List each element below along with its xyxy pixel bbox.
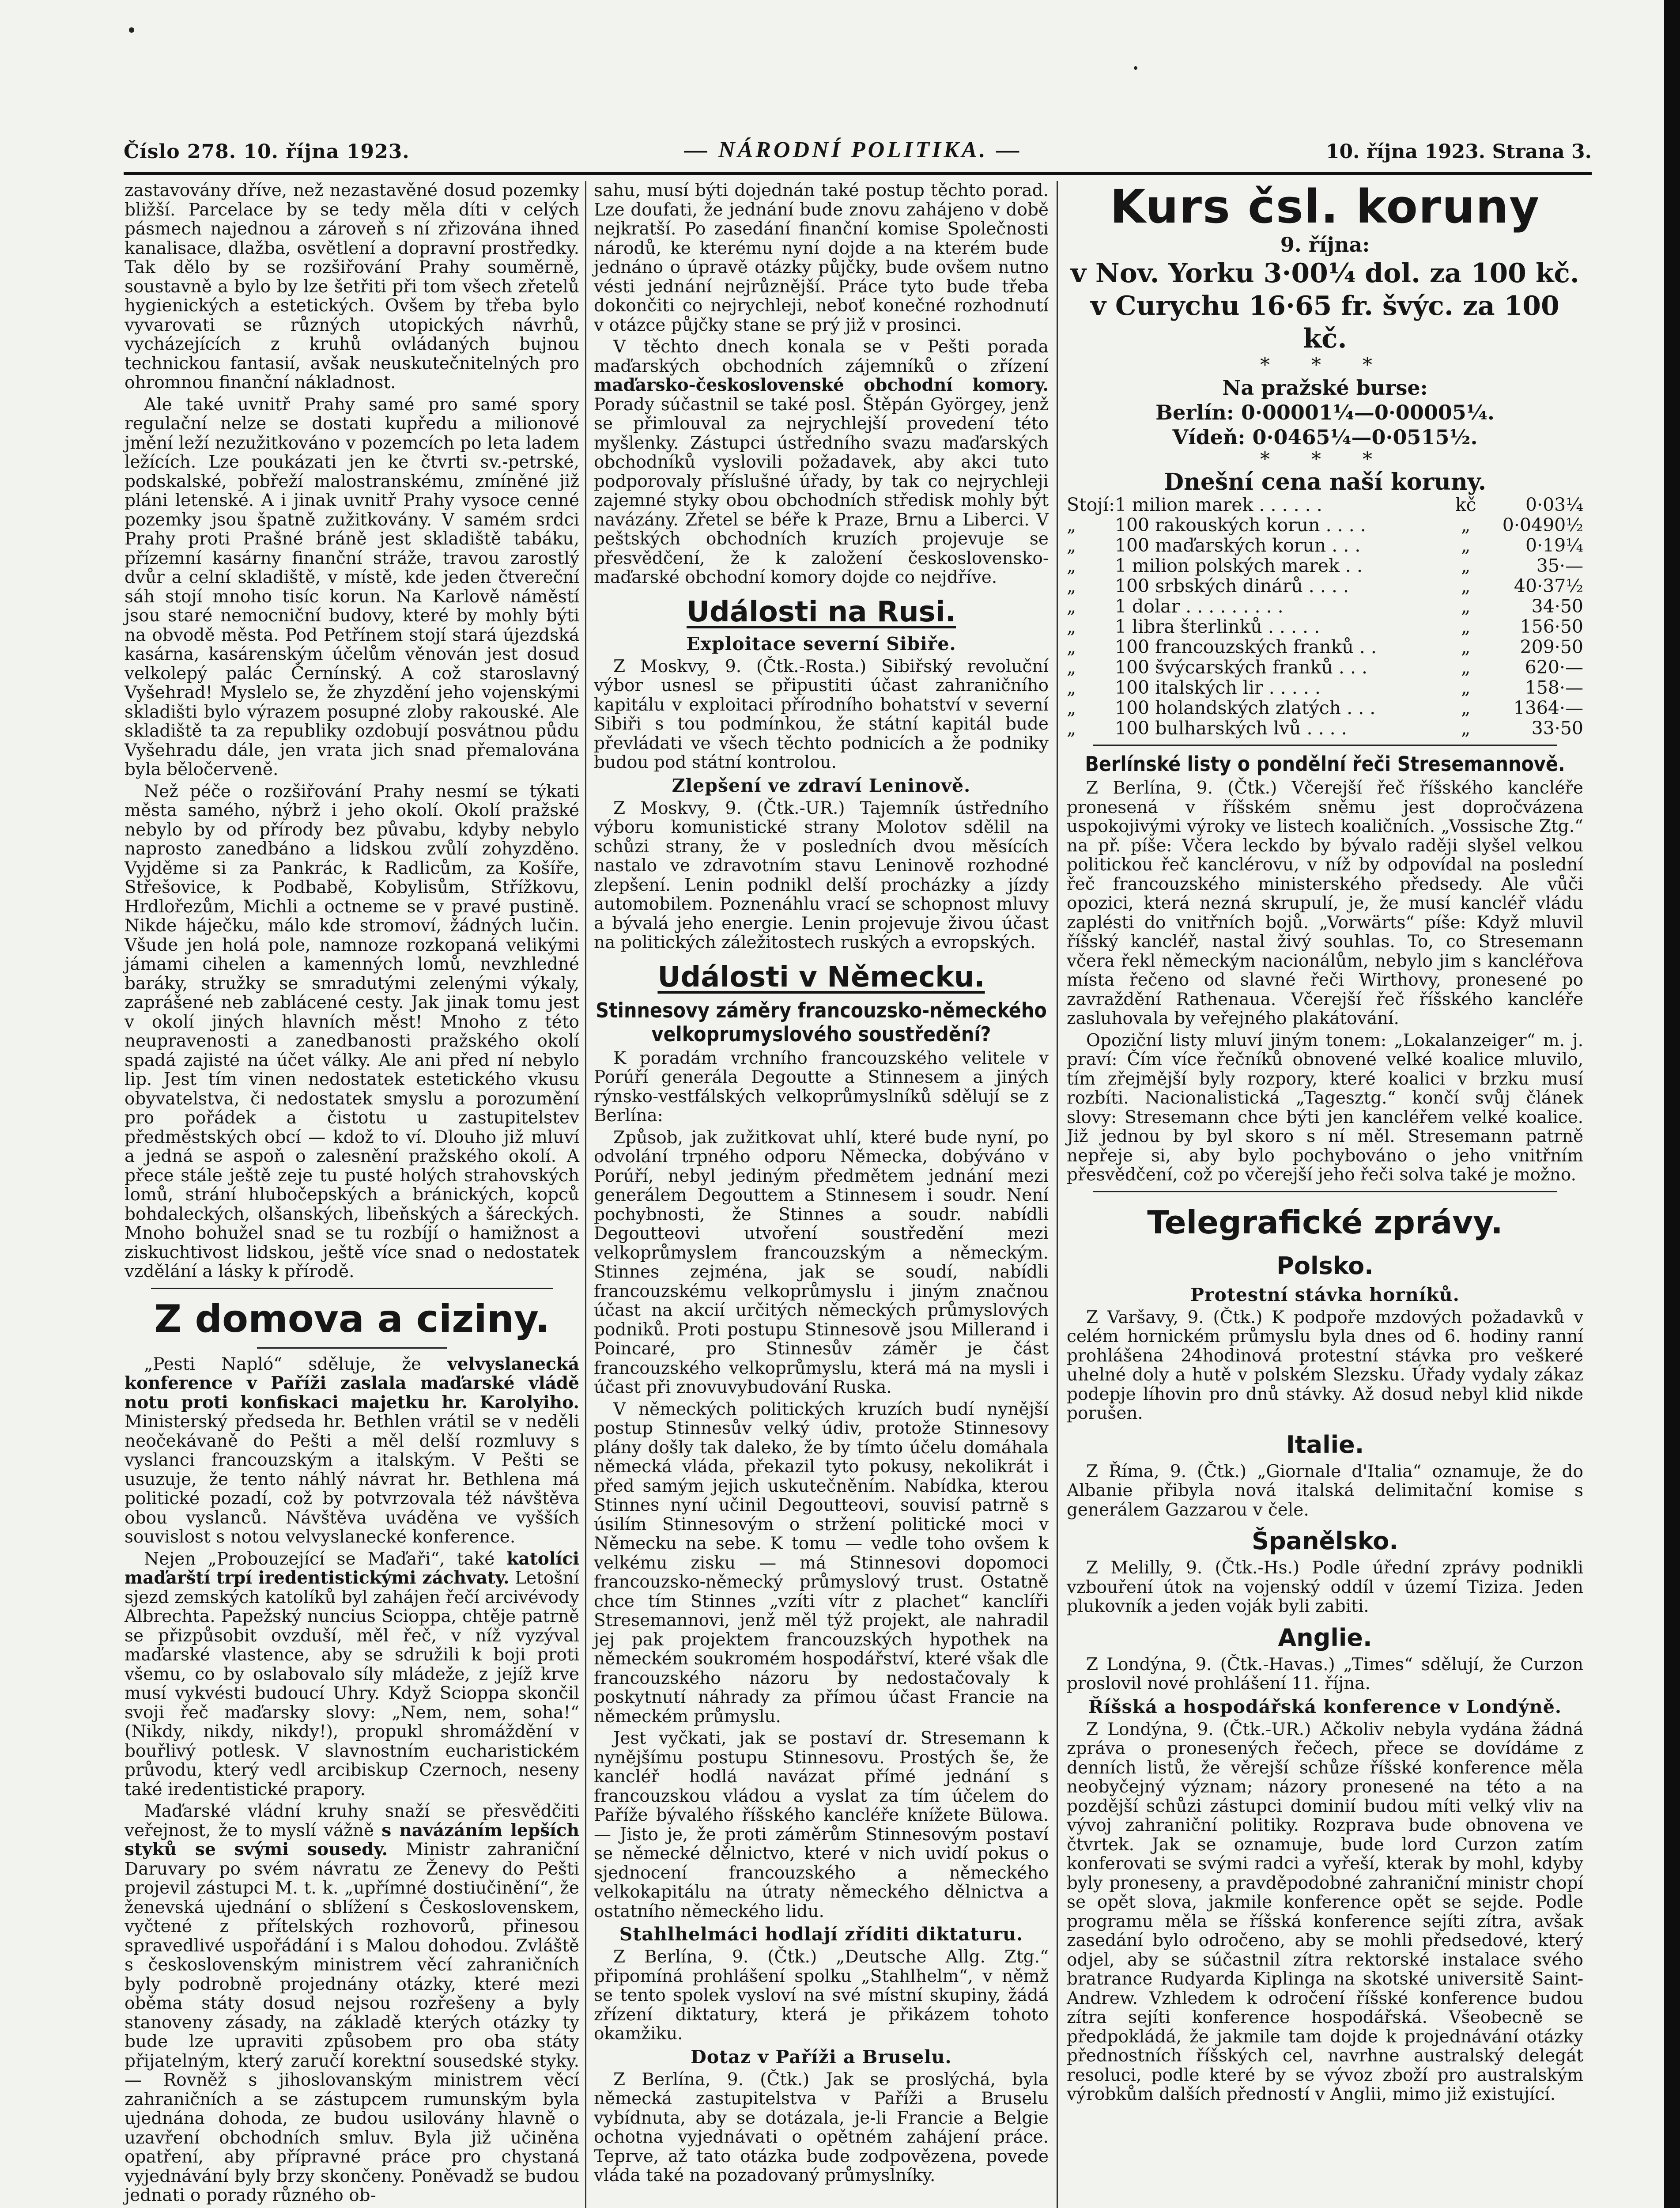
rate-quote-mark: „ (1067, 636, 1076, 658)
news-item: Z Londýna, 9. (Čtk.-Havas.) „Times“ sdělují, že Curzon proslovil nové prohlášení 11. října. (1067, 1654, 1583, 1694)
rate-value: 0·03¼ (1525, 494, 1583, 515)
rate-quote-mark: Stojí: (1067, 494, 1115, 515)
rate-row (1067, 495, 1583, 515)
rate-unit: „ (1461, 596, 1471, 617)
rate-unit: „ (1461, 575, 1471, 597)
rate-zurich: v Curychu 16·65 fr. švýc. za 100 kč. (1091, 291, 1559, 354)
divider (1093, 1191, 1557, 1192)
rate-unit: „ (1461, 514, 1471, 536)
subheading: Říšská a hospodářská konference v Londýně. (1088, 1696, 1562, 1717)
rate-item: 100 srbských dinárů . . . . (1114, 575, 1349, 597)
bold-headline: velvyslanecká konference v Paříži zaslala maďarské vládě notu proti konfiskaci majetku hr. Karolyiho. (125, 1354, 579, 1413)
rate-unit: kč (1455, 494, 1476, 515)
rate-quote-mark: „ (1067, 596, 1076, 617)
rate-unit: „ (1461, 535, 1471, 556)
page-number-date: 10. října 1923. Strana 3. (1325, 140, 1592, 163)
page-header (124, 132, 1592, 168)
exchange-date: 9. října: (1280, 233, 1370, 257)
news-item (125, 1550, 579, 1800)
exchange-rate-table (1067, 495, 1583, 738)
rate-quote-mark: „ (1067, 535, 1076, 556)
divider (151, 1288, 553, 1289)
body-text: Ministr zahraniční Daruvary po svém návratu ze Ženevy do Pešti projevil zástupci M. t. k. „upřímné dostiučinění“, že ženevská ujednání o sblížení s Československem, vyčtené z přítelských rozhovorů, přinesou spravedlivé uspořádání i s Malou dohodou. Zvláště s československým ministrem věcí zahraničních byly podrobně projednány otázky, které mezi oběma státy dosud nejsou rozřešeny a byly stanoveny zásady, na základě kterých otázky ty bude lze upraviti způsobem pro oba státy přijatelným, který zaručí korektní sousedské styky. — Rovněž s jihoslovanským ministrem věcí zahraničních a se zástupcem rumunským byla ujednána dohoda, ze budou usilovány hlavně o uzavření obchodních smluv. Byla již učiněna opatření, aby přípravné práce pro chystaná vyjednávání byly brzy skončeny. Poněvadž se budou jednati o porady různého ob- (125, 1840, 579, 2205)
news-item: Z Říma, 9. (Čtk.) „Giornale d'Italia“ oznamuje, že do Albanie přibyla nová italská delimitační komise s generálem Gazzarou v čele. (1067, 1461, 1583, 1520)
rate-unit: „ (1461, 697, 1471, 718)
rate-value: 34·50 (1531, 596, 1583, 617)
news-item: K poradám vrchního francouzského velitele v Porúří generála Degoutte a Stinnesem a jiných rýnsko-vestfálských velkoprůmyslníků sdělují se z Berlína: (594, 1048, 1049, 1126)
rate-row (1067, 718, 1583, 738)
rate-item: 100 italských lir . . . . . (1114, 677, 1321, 698)
article-paragraph: Než péče o rozšiřování Prahy nesmí se týkati města samého, nýbrž i jeho okolí. Okolí pražské nebylo by od přírody bez půvabu, kdyby nebylo naprosto zanedbáno a lidskou zvůlí zohyzděno. Vyjděme si za Pankrác, k Radlicům, za Košíře, Střešovice, k Podbabě, Kobylisům, Střížkovu, Hrdlořezům, Michli a octneme se v pravé pustině. Nikde háječku, málo kde stromoví, žádných lučin. Všude jen holá pole, namnoze rozkopaná velikými jámami cihelen a kamenných lomů, nevzhledné baráky, stružky se smradutými zelenými výkaly, zaprášené neb zablácené cesty. Jak jinak tomu jest v okolí jiných hlavních měst! Mnoho z této neupravenosti a zanedbanosti pražského okolí spadá zajisté na účet války. Ale ani před ní nebylo lip. Jest tím vinen nedostatek estetického vkusu obyvatelstva, či nedostatek smyslu a porozumění pro pořádek a čistotu u zastupitelstev předměstských obcí — kdož to ví. Dlouho již mluví a jedná se aspoň o zalesnění pražského okolí. A přece stále ještě zeje tu pusté holých strahovských lomů, strání hlubočepských a bránických, kopců bohdaleckých, olšanských, libeňských a šáreckých. Mnoho bohužel snad se tu rozbíjí o hamižnost a ziskuchtivost lidskou, ještě více snad o nedostatek vzdělání a lásky k přírodě. (125, 781, 579, 1282)
column-divider (585, 181, 586, 2208)
rate-quote-mark: „ (1067, 514, 1076, 536)
bold-headline: s navázáním lepších styků se svými sousedy. (125, 1820, 579, 1860)
rate-item: 100 holandských zlatých . . . (1114, 697, 1376, 718)
article-paragraph: V německých politických kruzích budí nynější postup Stinnesův velký údiv, protože Stinnesovy plány došly tak daleko, že by tímto účelu domáhala německá vláda, překazil tyto pokusy, nekolikrát i před samým jejich uskutečněním. Nabídka, kterou Stinnes nyní učinil Degoutteovi, souvisí patrně s úsilím Stinnesovým o stržení politické moci v Německu na sebe. K tomu — vedle toho ovšem k velkému zisku — má Stinnesovi dopomoci francouzsko-německý průmyslový trust. Ostatně chce tím Stinnes „vzíti vítr z plachet“ kanclíři Stresemannovi, jenž měl týž projekt, ale nahradil jej pak projektem francouzských hypothek na německém soukromém hospodářství, které však dle francouzského názoru by nedostačovaly k poskytnutí náhrady za přímou účast Francie na německém průmyslu. (594, 1399, 1049, 1727)
speck (129, 27, 134, 33)
rate-vienna: Vídeň: 0·0465¼—0·0515½. (1172, 425, 1478, 449)
news-item (125, 1802, 579, 2205)
subheading: Zlepšení ve zdraví Leninově. (672, 775, 971, 796)
article-paragraph: zastavovány dříve, než nezastavěné dosud pozemky bližší. Parcelace by se tedy měla díti v celých pásmech najednou a zároveň s ní zřizována ihned kanalisace, dlažba, osvětlení a dopravní prostředky. Tak dělo by se rozšiřování Prahy souměrně, soustavně a bylo by lze šetřiti při tom všech zřetelů hygienických a estetických. Ovšem by třeba bylo vyvarovati se různých utopických návrhů, vycházejících z kruhů ovládaných bujnou technickou fantasií, avšak neuskutečnitelných pro ohromnou finanční nákladnost. (125, 181, 579, 393)
article-paragraph: Způsob, jak zužitkovat uhlí, které bude nyní, po odvolání trpného odporu Německa, dobýváno v Porúří, nebyl jediným předmětem jednání mezi generálem Degouttem a Stinnesem i soudr. Není pochybnosti, že Stinnes a soudr. nabídli Degoutteovi utvoření soustředění mezi velkoprůmyslem francouzským a německým. Stinnes zejména, jak se soudí, nabídli francouzskému velkoprůmyslu i jiným značnou účast na akcií určitých německých průmyslových podniků. Proti postupu Stinnesově jsou Millerand i Poincaré, pro Stinnesův záměr je část francouzského velkoprůmyslu, která má na mysli i účast při znovuvybudování Ruska. (594, 1127, 1049, 1397)
lead-text: V těchto dnech konala se v Pešti porada maďarských obchodních zájemníků o zřízení (594, 337, 1049, 376)
news-item (125, 1355, 579, 1547)
rate-item: 100 švýcarských franků . . . (1114, 657, 1368, 678)
rate-quote-mark: „ (1067, 657, 1076, 678)
country-heading: Španělsko. (1252, 1527, 1398, 1555)
column-divider (1057, 181, 1058, 2208)
country-heading: Italie. (1286, 1430, 1364, 1459)
body-text: Letošní sjezd zemských katolíků byl zahájen řečí arcivévody Albrechta. Papežský nuncius Scioppa, chtěje patrně se přizpůsobit ovzduší, měl řeč, v níž vyzýval maďarské vlastence, aby se sdružili k boji proti všemu, co by oslabovalo síly mládeže, z jejíž krve musí vykvésti budoucí Uhry. Když Scioppa skončil svoji řeč maďarsky slovy: „Nem, nem, soha!“ (Nikdy, nikdy, nikdy!), propukl shromáždění v bouřlivý potlesk. V slavnostním eucharistickém průvodu, který vedl arcibiskup Czernoch, neseny také iredentistické prapory. (125, 1568, 579, 1800)
rate-row (1067, 596, 1583, 616)
rate-value: 1364·— (1513, 697, 1583, 718)
news-item (594, 337, 1049, 587)
masthead: — NÁRODNÍ POLITIKA. — (684, 137, 1022, 163)
burse-heading: Na pražské burse: (1222, 376, 1428, 400)
divider (257, 1347, 447, 1349)
bold-headline: katolíci maďarští trpí iredentistickými záchvaty. (125, 1548, 579, 1588)
rate-value: 33·50 (1531, 718, 1583, 739)
rate-value: 209·50 (1520, 636, 1583, 658)
rate-unit: „ (1461, 636, 1471, 658)
rate-value: 0·19¼ (1525, 535, 1583, 556)
article-paragraph: Opoziční listy mluví jiným tonem: „Lokalanzeiger“ m. j. praví: Čím více řečníků obnovené velké koalice mluvilo, tím zřejmější byly rozpory, které koalici v brzku musí rozbíti. Nacionalistická „Tagesztg.“ končí svůj článek slovy: Stresemann chce býti jen kancléřem velké koalice. Již jednou by byl skoro s ní měl. Stresemann patrně nepřeje si, aby bylo pochybováno o jeho vnitřním přesvědčení, což po včerejší jeho řeči solva také je možno. (1067, 1030, 1583, 1185)
rate-row (1067, 616, 1583, 637)
crown-value-heading: Dnešní cena naší koruny. (1164, 469, 1486, 495)
separator-stars: * * * (1260, 354, 1390, 376)
country-heading: Anglie. (1278, 1623, 1372, 1652)
news-item: Z Varšavy, 9. (Čtk.) K podpoře mzdových požadavků v celém hornickém průmyslu byla dnes od 6. hodiny ranní prohlášena 24hodinová protestní stávka pro veškeré uhelné doly a hutě v polském Slezsku. Úřady vydaly zákaz podepje líhovin pro dnů stávky. Až dosud nebyl klid nikde porušen. (1067, 1307, 1583, 1423)
speck (1134, 66, 1137, 70)
rate-quote-mark: „ (1067, 697, 1076, 718)
rate-row (1067, 576, 1583, 596)
rate-unit: „ (1461, 677, 1471, 698)
news-item: Z Londýna, 9. (Čtk.-UR.) Ačkoliv nebyla vydána žádná zpráva o pronesených řečech, přece se dovídáme z denních listů, že věrejší schůze říšské konference měla neobyčejný význam; názory pronesené na této a na pozdější schůzi zástupci dominií budou míti velký vliv na vývoj zahraniční politiky. Rozprava bude obnovena ve čtvrtek. Jak se oznamuje, bude lord Curzon zatím konferovati se svými radci a vyřeší, kterak by mohl, kdyby byly proneseny, a pravděpodobné zahraniční ministr chopí se opět slova, jakmile konference opět se sejde. Podle programu měla se říšská konference sejíti zítra, avšak zasedání bylo odročeno, aby se mohli předsedové, který odjel, aby se súčastnil zítra rektorské instalace svého bratrance Rudyarda Kiplinga na skotské universitě Saint-Andrew. Vzhledem k odročení říšské konference budou zítra sejíti konference hospodářská. Všeobecně se předpokládá, že jakmile tam dojde k projednávání otázky přednostních říšských cel, navrhne australský delegát resoluci, podle které by se vývoz zboží pro australským výrobkům dalších předností v Anglii, mimo již existující. (1067, 1719, 1583, 2104)
rate-item: 1 milion marek . . . . . . (1114, 494, 1322, 515)
rate-quote-mark: „ (1067, 616, 1076, 637)
rate-item: 100 bulharských lvů . . . . (1114, 718, 1347, 739)
rate-row (1067, 535, 1583, 556)
rate-quote-mark: „ (1067, 555, 1076, 576)
news-item: Z Berlína, 9. (Čtk.) „Deutsche Allg. Ztg.“ připomíná prohlášení spolku „Stahlhelm“, v němž se tento spolek vysloví na své místní skupiny, žádá zřízení diktatury, která je přikázem tohoto okamžiku. (594, 1947, 1049, 2044)
rate-item: 1 milion polských marek . . (1114, 555, 1363, 576)
rate-row (1067, 556, 1583, 576)
subheading: Dotaz v Paříži a Bruselu. (691, 2046, 952, 2068)
rate-row (1067, 657, 1583, 677)
subheading: Exploitace severní Sibiře. (686, 633, 956, 654)
subheading: Protestní stávka horníků. (1190, 1284, 1460, 1305)
separator-stars: * * * (1260, 448, 1390, 471)
country-heading: Polsko. (1276, 1251, 1374, 1280)
rate-item: 1 libra šterlinků . . . . . (1114, 616, 1320, 637)
rate-item: 1 dolar . . . . . . . . . (1114, 596, 1284, 617)
news-item: Z Berlína, 9. (Čtk.) Včerejší řeč říšského kancléře pronesená v říšském sněmu jest dopročvázena uspokojivými výroky ve listech koaličních. „Vossische Ztg.“ na př. píše: Včera leckdo by bývalo raději slyšel velkou politickou řeč kanclérovu, v níž by odpovídal na poslední řeč francouzského ministerského předsedy. Ale vůči opozici, která nezná skrupulí, je, že musí kancléř vládu zaplésti do vnitřních bojů. „Vorwärts“ píše: Když mluvil říšský kancléř, nastal živý souhlas. To, co Stresemann včera řekl německým nacionálům, nebylo jim s kancléřova místa řečeno od slavné řeči Wirthovy, pronesené po zavraždění Rathenaua. Včerejší řeč říšského kancléře zasluhovala by veřejného plakátování. (1067, 778, 1583, 1028)
rate-unit: „ (1461, 718, 1471, 739)
lead-text: Maďarské vládní kruhy snaží se přesvědčiti veřejnost, že to myslí vážně (125, 1801, 579, 1841)
exchange-rate-title: Kurs čsl. koruny (1110, 180, 1540, 234)
rate-row (1067, 515, 1583, 535)
subheading: Berlínské listy o pondělní řeči Stresemannově. (1085, 752, 1565, 776)
rate-quote-mark: „ (1067, 575, 1076, 597)
rate-row (1067, 698, 1583, 718)
rate-value: 620·— (1525, 657, 1583, 678)
rate-row (1067, 637, 1583, 657)
article-paragraph: sahu, musí býti dojednán také postup těchto porad. Lze doufati, že jednání bude znovu zahájeno v době nejkratší. Po zasedání finanční komise Společnosti národů, ke kterému nyní dojde a na kterém bude jednáno o úpravě otázky půjčky, bude ovšem nutno vésti jednání nejrůznější. Práce tyto bude třeba dokončiti co nejrychleji, neboť konečné rozhodnutí v otázce půjčky stane se prý již v prosinci. (594, 181, 1049, 335)
body-text: Porady súčastnil se také posl. Štěpán Györgey, jenž se přimlouval za nejrychlejší provedení této myšlenky. Zástupci ústředního svazu maďarských obchodníků vyslovili požadavek, aby akci tuto podporovaly příslušné úřady, by tak co nejrychleji zajemné styky obou obchodních středisk mohly být navázány. Zřetel se béře k Praze, Brnu a Liberci. V peštských obchodních kruzích projevuje se přesvědčení, že k založení československo-maďarské obchodní komory dojde co nejdříve. (594, 394, 1049, 587)
section-heading: Události v Německu. (657, 960, 985, 994)
rate-berlin: Berlín: 0·00001¼—0·00005¼. (1155, 401, 1495, 424)
rate-row (1067, 677, 1583, 698)
subheading: Stahlhelmáci hodlají zříditi diktaturu. (619, 1924, 1023, 1945)
lead-text: Nejen „Probouzející se Maďaři“, také (144, 1549, 495, 1569)
rate-item: 100 maďarských korun . . . (1114, 535, 1361, 556)
article-paragraph: Ale také uvnitř Prahy samé pro samé spory regulační nelze se dostati kupředu a milionové jmění leží nezužitkováno v pozemcích po leta ladem ležících. Lze poukázati jen ke čtvrti sv.-petrské, podskalské, pobřeží malostranskému, zmíněné již pláni letenské. A i jinak uvnitř Prahy vysoce cenné pozemky jsou špatně zužitkovány. V samém srdci Prahy proti Prašné bráně jest skladiště tabáku, přízemní kasárny finanční stráže, travou zarostlý dvůr a celní skladiště, v místě, kde jeden čtvereční sáh stojí mnoho tisíc korun. Na Karlově náměstí jsou staré nemocniční budovy, které by mohly býti na obvodě města. Pod Petřínem stojí stará újezdská kasárna, kasárenským účelům věnován jest dosud velkolepý palác Černínský. A což staroslavný Vyšehrad! Myslelo se, že zhyzdění jeho vojenskými skladišti bylo výrazem posupné zloby rakouské. Ale skladiště ta za republiky ozdobují posvátnou půdu Vyšehradu dále, jen vrata jich snad přemalována byla běločerveně. (125, 394, 579, 779)
rate-item: 100 francouzských franků . . (1114, 636, 1377, 658)
column-3 (1067, 181, 1583, 2107)
rate-unit: „ (1461, 555, 1471, 576)
section-heading: Telegrafické zprávy. (1147, 1203, 1503, 1241)
rate-unit: „ (1461, 616, 1471, 637)
section-heading: Z domova a ciziny. (154, 1297, 550, 1341)
section-heading: Události na Rusi. (687, 595, 956, 628)
issue-number-date: Číslo 278. 10. října 1923. (124, 140, 410, 163)
article-paragraph: Jest vyčkati, jak se postaví dr. Stresemann k nynějšímu postupu Stinnesovu. Prostých še, že kancléř hodlá navázat přímé jednání s francouzskou vládou a vyslat za tím účelem do Paříže bývalého říšského kancléře knížete Bülowa. — Jisto je, že proti záměrům Stinnesovým postaví se německé dělnictvo, které v nich uvidí pokus o sjednocení francouzského a německého velkokapitálu na útraty německého dělnictva a ostatního německého lidu. (594, 1728, 1049, 1921)
rate-value: 40·37½ (1514, 575, 1583, 597)
header-rule (124, 172, 1592, 175)
subheading: Stinnesovy záměry francouzsko-německého velkoprumyslového soustředění? (596, 998, 1047, 1046)
rate-item: 100 rakouských korun . . . . (1114, 514, 1366, 536)
rate-unit: „ (1461, 657, 1471, 678)
bold-headline: maďarsko-československé obchodní komory. (594, 375, 1049, 395)
rate-value: 0·0490½ (1502, 514, 1583, 536)
divider (1093, 745, 1557, 746)
news-item: Z Moskvy, 9. (Čtk.-UR.) Tajemník ústředního výboru komunistické strany Molotov sdělil na schůzi strany, že v posledních dvou měsících nastalo ve zdravotním stavu Leninově rozhodné zlepšení. Lenin podnikl delší procházky a jízdy automobilem. Poznenáhlu vrací se schopnost mluvy a bývalá jeho energie. Lenin projevuje živou účast na politických záležitostech ruských a evropských. (594, 798, 1049, 953)
rate-value: 158·— (1525, 677, 1583, 698)
column-2 (594, 181, 1049, 2188)
rate-quote-mark: „ (1067, 677, 1076, 698)
rate-value: 156·50 (1520, 616, 1583, 637)
rate-quote-mark: „ (1067, 718, 1076, 739)
lead-text: „Pesti Napló“ sděluje, že (144, 1354, 422, 1374)
news-item: Z Moskvy, 9. (Čtk.-Rosta.) Sibiřský revoluční výbor usnesl se připustiti účast zahraničního kapitálu v exploitaci přírodního bohatství v severní Sibiři s tou podmínkou, že státní kapitál bude převládati ve všech těchto podnicích a že podniky budou pod státní kontrolou. (594, 656, 1049, 772)
news-item: Z Berlína, 9. (Čtk.) Jak se proslýchá, byla německá zastupitelstva v Paříži a Bruselu vybídnuta, aby se dotázala, je-li Francie a Belgie ochotna vyjednávati o opětném zahájení práce. Teprve, až tato otázka bude zodpovězena, povede vláda také na pozadovaný průmyslníky. (594, 2069, 1049, 2185)
body-text: Ministerský předseda hr. Bethlen vrátil se v neděli neočekávaně do Pešti a měl delší rozmluvy s vyslanci francouzským a italským. V Pešti se usuzuje, že tento náhlý návrat hr. Bethlena má politické pozadí, což by potvrzovala též návštěva obou vyslanců. Návštěva uváděna ve vyšších souvislost s notou velvyslanecké konference. (125, 1412, 579, 1547)
rate-new-york: v Nov. Yorku 3·00¼ dol. za 100 kč. (1071, 258, 1579, 289)
news-item: Z Melilly, 9. (Čtk.-Hs.) Podle úřední zprávy podnikli vzbouření útok na vojenský oddíl v území Tiziza. Jeden plukovník a jeden voják byli zabiti. (1067, 1558, 1583, 1616)
rate-value: 35·— (1536, 555, 1583, 576)
column-1 (125, 181, 579, 2208)
